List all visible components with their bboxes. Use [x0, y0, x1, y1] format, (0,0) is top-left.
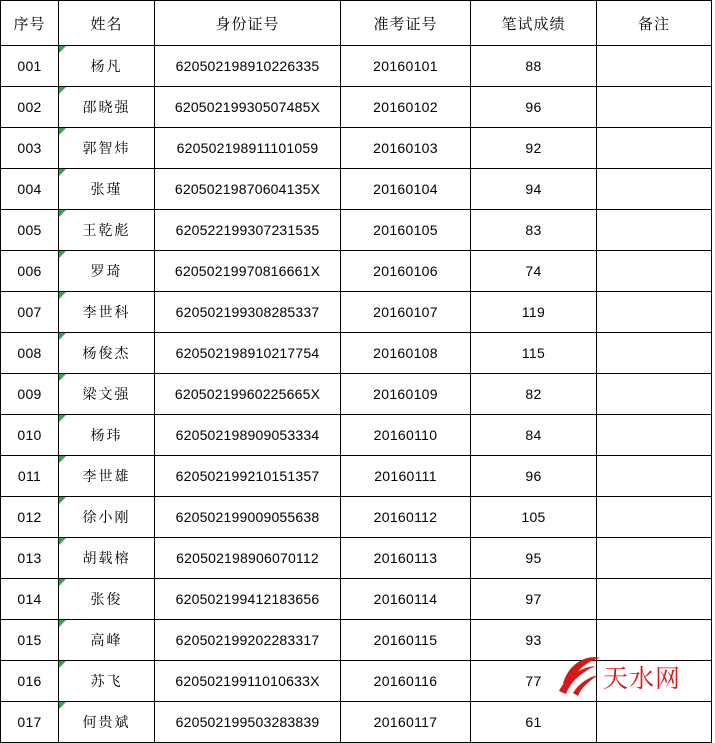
- column-header-ticket: 准考证号: [341, 1, 471, 46]
- table-row: [1, 251, 712, 292]
- cell-id-number: 62050219911010633X: [155, 661, 341, 702]
- comment-flag-icon: [59, 415, 66, 422]
- watermark-text: 天水网: [603, 664, 682, 693]
- cell-ticket-number: 20160114: [341, 579, 471, 620]
- cell-sequence: 012: [1, 497, 59, 538]
- table-row: [1, 292, 712, 333]
- cell-id-number: 620502198910226335: [155, 46, 341, 87]
- table-row: [1, 169, 712, 210]
- cell-remark: [597, 661, 712, 702]
- cell-sequence: 006: [1, 251, 59, 292]
- cell-sequence: 015: [1, 620, 59, 661]
- cell-score: 97: [471, 579, 597, 620]
- cell-ticket-number: 20160110: [341, 415, 471, 456]
- cell-remark: [597, 538, 712, 579]
- cell-name: 杨玮: [59, 415, 155, 456]
- cell-sequence: 017: [1, 702, 59, 743]
- cell-sequence: 001: [1, 46, 59, 87]
- cell-remark: [597, 374, 712, 415]
- cell-ticket-number: 20160115: [341, 620, 471, 661]
- cell-sequence: 010: [1, 415, 59, 456]
- cell-score: 105: [471, 497, 597, 538]
- table-body: [1, 46, 712, 743]
- table-row: [1, 128, 712, 169]
- comment-flag-icon: [59, 46, 66, 53]
- cell-ticket-number: 20160106: [341, 251, 471, 292]
- cell-score: 96: [471, 456, 597, 497]
- cell-remark: [597, 210, 712, 251]
- cell-ticket-number: 20160104: [341, 169, 471, 210]
- comment-flag-icon: [59, 128, 66, 135]
- comment-flag-icon: [59, 333, 66, 340]
- cell-sequence: 005: [1, 210, 59, 251]
- cell-ticket-number: 20160111: [341, 456, 471, 497]
- cell-remark: [597, 497, 712, 538]
- comment-flag-icon: [59, 456, 66, 463]
- table-row: [1, 620, 712, 661]
- table-row: [1, 497, 712, 538]
- cell-name: 何贵斌: [59, 702, 155, 743]
- cell-id-number: 620502198911101059: [155, 128, 341, 169]
- cell-score: 84: [471, 415, 597, 456]
- cell-sequence: 016: [1, 661, 59, 702]
- cell-score: 88: [471, 46, 597, 87]
- cell-id-number: 620502198910217754: [155, 333, 341, 374]
- cell-name: 郭智炜: [59, 128, 155, 169]
- cell-ticket-number: 20160117: [341, 702, 471, 743]
- table-row: [1, 415, 712, 456]
- cell-remark: [597, 333, 712, 374]
- column-header-seq: 序号: [1, 1, 59, 46]
- column-header-name: 姓名: [59, 1, 155, 46]
- cell-remark: [597, 251, 712, 292]
- table-row: [1, 456, 712, 497]
- comment-flag-icon: [59, 292, 66, 299]
- comment-flag-icon: [59, 210, 66, 217]
- cell-score: 77: [471, 661, 597, 702]
- comment-flag-icon: [59, 579, 66, 586]
- cell-name: 高峰: [59, 620, 155, 661]
- cell-name: 王乾彪: [59, 210, 155, 251]
- cell-ticket-number: 20160101: [341, 46, 471, 87]
- table-row: [1, 210, 712, 251]
- cell-id-number: 620502199202283317: [155, 620, 341, 661]
- column-header-score: 笔试成绩: [471, 1, 597, 46]
- cell-name: 梁文强: [59, 374, 155, 415]
- cell-score: 74: [471, 251, 597, 292]
- cell-ticket-number: 20160112: [341, 497, 471, 538]
- cell-ticket-number: 20160103: [341, 128, 471, 169]
- cell-id-number: 620502198909053334: [155, 415, 341, 456]
- table-row: [1, 661, 712, 702]
- cell-sequence: 002: [1, 87, 59, 128]
- cell-id-number: 620502198906070112: [155, 538, 341, 579]
- comment-flag-icon: [59, 169, 66, 176]
- cell-remark: [597, 579, 712, 620]
- cell-id-number: 620522199307231535: [155, 210, 341, 251]
- cell-ticket-number: 20160113: [341, 538, 471, 579]
- cell-id-number: 620502199210151357: [155, 456, 341, 497]
- cell-score: 93: [471, 620, 597, 661]
- cell-remark: [597, 128, 712, 169]
- cell-score: 95: [471, 538, 597, 579]
- cell-remark: [597, 292, 712, 333]
- cell-ticket-number: 20160105: [341, 210, 471, 251]
- cell-name: 张瑾: [59, 169, 155, 210]
- table-header-row: [1, 1, 712, 46]
- table-row: [1, 333, 712, 374]
- cell-remark: [597, 620, 712, 661]
- cell-name: 徐小刚: [59, 497, 155, 538]
- cell-ticket-number: 20160107: [341, 292, 471, 333]
- cell-score: 83: [471, 210, 597, 251]
- cell-sequence: 008: [1, 333, 59, 374]
- cell-remark: [597, 169, 712, 210]
- cell-remark: [597, 87, 712, 128]
- comment-flag-icon: [59, 661, 66, 668]
- cell-remark: [597, 415, 712, 456]
- cell-name: 张俊: [59, 579, 155, 620]
- cell-name: 邵晓强: [59, 87, 155, 128]
- cell-id-number: 62050219930507485X: [155, 87, 341, 128]
- comment-flag-icon: [59, 251, 66, 258]
- table-row: [1, 702, 712, 743]
- cell-sequence: 003: [1, 128, 59, 169]
- comment-flag-icon: [59, 87, 66, 94]
- comment-flag-icon: [59, 538, 66, 545]
- cell-score: 94: [471, 169, 597, 210]
- cell-sequence: 013: [1, 538, 59, 579]
- cell-sequence: 009: [1, 374, 59, 415]
- cell-score: 92: [471, 128, 597, 169]
- cell-score: 61: [471, 702, 597, 743]
- cell-name: 罗琦: [59, 251, 155, 292]
- table-row: [1, 579, 712, 620]
- cell-id-number: 620502199412183656: [155, 579, 341, 620]
- cell-name: 苏飞: [59, 661, 155, 702]
- cell-name: 李世雄: [59, 456, 155, 497]
- cell-id-number: 62050219970816661X: [155, 251, 341, 292]
- cell-score: 115: [471, 333, 597, 374]
- cell-name: 胡载榕: [59, 538, 155, 579]
- cell-id-number: 62050219870604135X: [155, 169, 341, 210]
- column-header-id: 身份证号: [155, 1, 341, 46]
- table-row: [1, 87, 712, 128]
- cell-ticket-number: 20160108: [341, 333, 471, 374]
- table-row: [1, 538, 712, 579]
- cell-remark: [597, 456, 712, 497]
- cell-id-number: 620502199308285337: [155, 292, 341, 333]
- comment-flag-icon: [59, 497, 66, 504]
- cell-score: 82: [471, 374, 597, 415]
- cell-sequence: 004: [1, 169, 59, 210]
- cell-ticket-number: 20160116: [341, 661, 471, 702]
- cell-id-number: 620502199503283839: [155, 702, 341, 743]
- cell-sequence: 014: [1, 579, 59, 620]
- cell-ticket-number: 20160109: [341, 374, 471, 415]
- cell-remark: [597, 702, 712, 743]
- cell-score: 119: [471, 292, 597, 333]
- cell-name: 李世科: [59, 292, 155, 333]
- cell-sequence: 007: [1, 292, 59, 333]
- cell-name: 杨凡: [59, 46, 155, 87]
- cell-id-number: 62050219960225665X: [155, 374, 341, 415]
- comment-flag-icon: [59, 620, 66, 627]
- cell-ticket-number: 20160102: [341, 87, 471, 128]
- cell-sequence: 011: [1, 456, 59, 497]
- cell-id-number: 620502199009055638: [155, 497, 341, 538]
- cell-score: 96: [471, 87, 597, 128]
- table-row: [1, 374, 712, 415]
- column-header-remark: 备注: [597, 1, 712, 46]
- comment-flag-icon: [59, 374, 66, 381]
- cell-remark: [597, 46, 712, 87]
- comment-flag-icon: [59, 702, 66, 709]
- table-row: [1, 46, 712, 87]
- cell-name: 杨俊杰: [59, 333, 155, 374]
